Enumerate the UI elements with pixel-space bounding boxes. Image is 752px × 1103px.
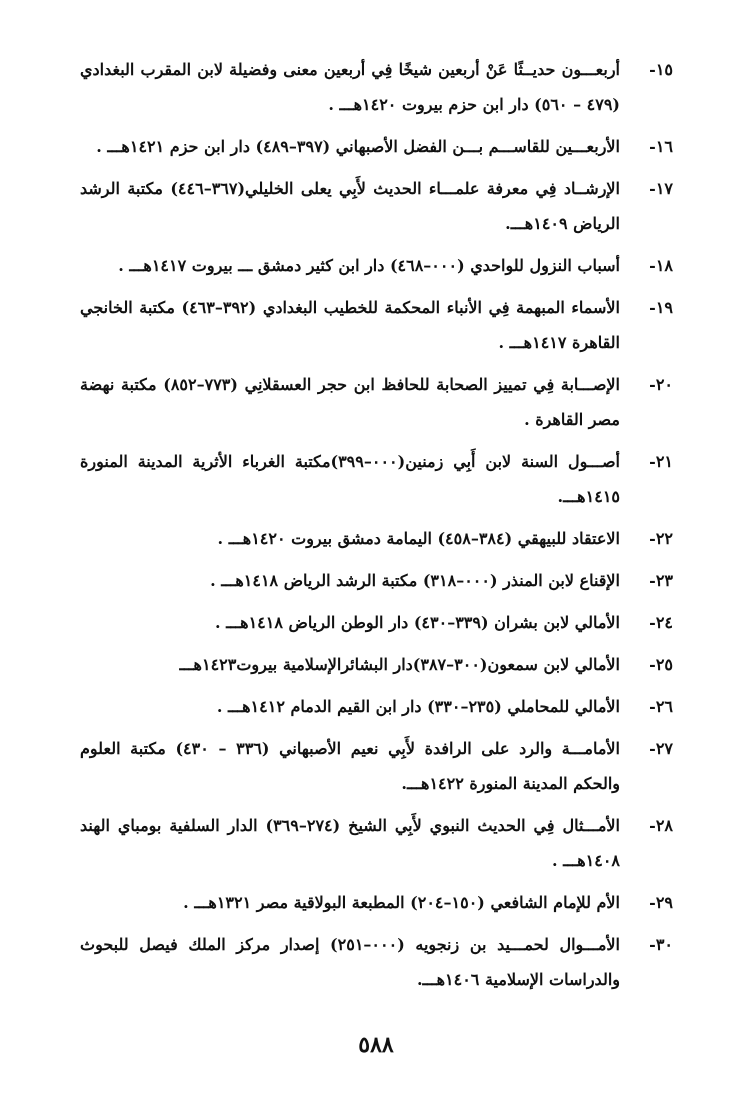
reference-item-22	[80, 521, 673, 556]
reference-item-20	[80, 367, 673, 437]
page-number: ٥٨٨	[358, 1032, 394, 1058]
reference-item-18	[80, 248, 673, 283]
reference-text: الاعتقاد للبيهقي (٣٨٤–٤٥٨) اليمامة دمشق بيروت ١٤٢٠هـــ .	[217, 529, 620, 548]
reference-item-29	[80, 885, 673, 920]
reference-text: أصـــول السنة لابن أَبِي زمنين(٠٠٠–٣٩٩)مكتبة الغرباء الأثرية المدينة المنورة ١٤١٥هـــ.	[80, 452, 620, 506]
reference-text: الأسماء المبهمة فِي الأنباء المحكمة للخطيب البغدادي (٣٩٢–٤٦٣) مكتبة الخانجي القاهرة ١٤١٧هـــ .	[80, 298, 621, 352]
reference-text: أسباب النزول للواحدي (٠٠٠–٤٦٨) دار ابن كثير دمشق ـــ بيروت ١٤١٧هـــ .	[118, 256, 620, 275]
reference-item-24	[80, 605, 673, 640]
reference-text: الأمـــثال فِي الحديث النبوي لأَبِي الشيخ (٢٧٤–٣٦٩) الدار السلفية بومباي الهند ١٤٠٨هـــ .	[80, 816, 620, 870]
reference-text: الأربعـــين للقاســـم بـــن الفضل الأصبهاني (٣٩٧–٤٨٩) دار ابن حزم ١٤٢١هـــ .	[96, 137, 620, 156]
reference-text: أربعـــون حديــثًا عَنْ أربعين شيخًا فِي أربعين معنى وفضيلة لابن المقرب البغدادي (٤٧٩ – ٥٦٠) دار ابن حزم بيروت ١٤٢٠هـــ .	[80, 60, 620, 114]
reference-number: ٢٦-	[649, 697, 673, 716]
reference-item-26	[80, 689, 673, 724]
reference-item-17	[80, 171, 673, 241]
reference-number: ٢٣-	[649, 571, 673, 590]
reference-text: الأمـــوال لحمـــيد بن زنجويه (٠٠٠–٢٥١) إصدار مركز الملك فيصل للبحوث والدراسات الإسلامية ١٤٠٦هـــ.	[80, 935, 621, 989]
reference-list	[80, 52, 673, 1004]
reference-text: الإرشــاد فِي معرفة علمـــاء الحديث لأَبِي يعلى الخليلي(٣٦٧–٤٤٦) مكتبة الرشد الرياض ١٤٠٩هـــ.	[80, 179, 620, 233]
reference-item-28	[80, 808, 673, 878]
reference-text: الأمامـــة والرد على الرافدة لأَبِي نعيم الأصبهاني (٣٣٦ – ٤٣٠) مكتبة العلوم والحكم المدينة المنورة ١٤٢٢هـــ.	[80, 739, 620, 793]
reference-text: الأمالي للمحاملي (٢٣٥–٣٣٠) دار ابن القيم الدمام ١٤١٢هـــ .	[216, 697, 620, 716]
reference-number: ١٩-	[649, 298, 673, 317]
reference-item-19	[80, 290, 673, 360]
reference-number: ١٧-	[649, 179, 673, 198]
reference-text: الإصـــابة فِي تمييز الصحابة للحافظ ابن حجر العسقلانِي (٧٧٣–٨٥٢) مكتبة نهضة مصر القاهرة .	[80, 375, 620, 429]
reference-item-25	[80, 647, 673, 682]
reference-number: ٢١-	[649, 452, 673, 471]
reference-text: الأمالي لابن سمعون(٣٠٠–٣٨٧)دار البشائرالإسلامية بيروت١٤٢٣هـــ	[179, 655, 620, 674]
reference-item-16	[80, 129, 673, 164]
reference-number: ٣٠-	[649, 935, 673, 954]
reference-item-21	[80, 444, 673, 514]
reference-number: ١٨-	[649, 256, 673, 275]
reference-number: ٢٢-	[649, 529, 673, 548]
reference-number: ٢٩-	[649, 893, 673, 912]
reference-text: الأم للإمام الشافعي (١٥٠–٢٠٤) المطبعة البولاقية مصر ١٣٢١هـــ .	[183, 893, 620, 912]
reference-number: ١٥-	[649, 60, 673, 79]
reference-number: ٢٨-	[649, 816, 673, 835]
reference-item-15	[80, 52, 673, 122]
reference-text: الإقناع لابن المنذر (٠٠٠–٣١٨) مكتبة الرشد الرياض ١٤١٨هـــ .	[210, 571, 620, 590]
reference-item-30	[80, 927, 673, 997]
reference-text: الأمالي لابن بشران (٣٣٩–٤٣٠) دار الوطن الرياض ١٤١٨هـــ .	[214, 613, 620, 632]
reference-item-27	[80, 731, 673, 801]
reference-number: ٢٥-	[649, 655, 673, 674]
reference-number: ١٦-	[649, 137, 673, 156]
reference-number: ٢٧-	[649, 739, 673, 758]
reference-item-23	[80, 563, 673, 598]
reference-number: ٢٤-	[649, 613, 673, 632]
reference-number: ٢٠-	[649, 375, 673, 394]
